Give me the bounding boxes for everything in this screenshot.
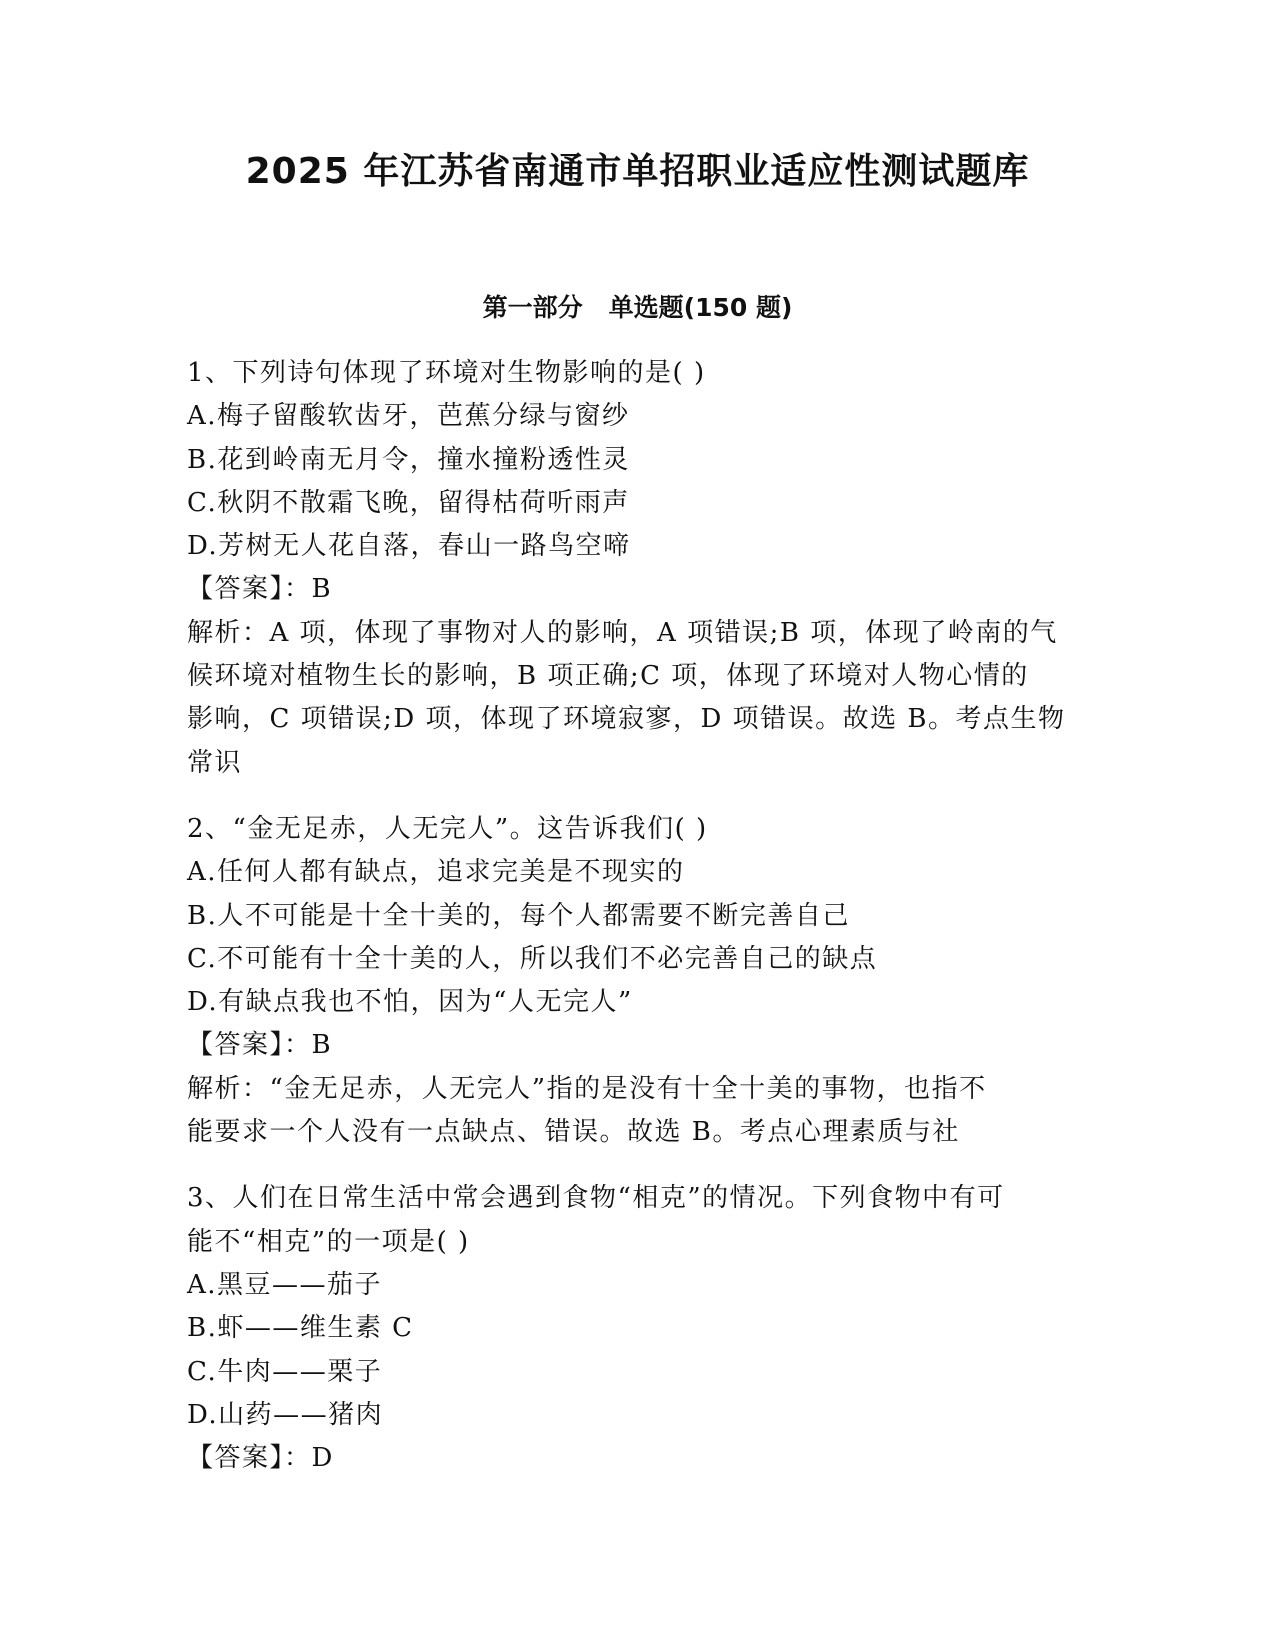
question-1	[187, 352, 1097, 785]
answer-line	[187, 1024, 1097, 1067]
option-d: D.芳树无人花自落，春山一路鸟空啼	[187, 531, 631, 562]
analysis-line: 能要求一个人没有一点缺点、错误。故选 B。考点心理素质与社	[187, 1117, 960, 1148]
answer-separator: ：	[284, 1030, 312, 1061]
option-a: A.梅子留酸软齿牙，芭蕉分绿与窗纱	[187, 401, 630, 432]
section-heading: 第一部分 单选题(150 题)	[482, 293, 793, 322]
question-stem: 1、下列诗句体现了环境对生物影响的是( )	[187, 358, 706, 388]
answer-value: D	[311, 1443, 334, 1474]
answer-separator: ：	[284, 1443, 312, 1474]
question-list	[187, 352, 1097, 1503]
question-stem: 3、人们在日常生活中常会遇到食物“相克”的情况。下列食物中有可	[187, 1183, 1005, 1214]
answer-value: B	[311, 1030, 333, 1061]
question-stem: 能不“相克”的一项是( )	[187, 1226, 470, 1257]
analysis-line: 影响，C 项错误;D 项，体现了环境寂寥，D 项错误。故选 B。考点生物	[187, 704, 1066, 735]
analysis-line: 候环境对植物生长的影响，B 项正确;C 项，体现了环境对人物心情的	[187, 661, 1029, 692]
question-3	[187, 1177, 1097, 1480]
option-b: B.人不可能是十全十美的，每个人都需要不断完善自己	[187, 900, 850, 931]
option-c: C.牛肉——栗子	[187, 1356, 383, 1387]
answer-label: 【答案】	[187, 1030, 285, 1061]
answer-line	[187, 568, 1097, 611]
answer-line	[187, 1437, 1097, 1480]
answer-label: 【答案】	[187, 1443, 285, 1474]
analysis-line: 解析：“金无足赤，人无完人”指的是没有十全十美的事物，也指不	[187, 1073, 987, 1104]
option-b: B.花到岭南无月令，撞水撞粉透性灵	[187, 444, 630, 475]
question-stem: 2、“金无足赤，人无完人”。这告诉我们( )	[187, 813, 708, 844]
analysis-line: 解析：A 项，体现了事物对人的影响，A 项错误;B 项，体现了岭南的气	[187, 617, 1058, 648]
option-c: C.秋阴不散霜飞晚，留得枯荷听雨声	[187, 487, 630, 518]
answer-separator: ：	[284, 574, 312, 605]
document-title: 2025 年江苏省南通市单招职业适应性测试题库	[245, 151, 1030, 192]
option-d: D.山药——猪肉	[187, 1399, 384, 1430]
option-b: B.虾——维生素 C	[187, 1313, 414, 1344]
option-c: C.不可能有十全十美的人，所以我们不必完善自己的缺点	[187, 943, 878, 974]
analysis-line: 常识	[187, 747, 243, 778]
answer-value: B	[311, 574, 333, 605]
question-2	[187, 808, 1097, 1154]
option-a: A.黑豆——茄子	[187, 1269, 383, 1300]
option-a: A.任何人都有缺点，追求完美是不现实的	[187, 857, 685, 888]
answer-label: 【答案】	[187, 574, 285, 605]
option-d: D.有缺点我也不怕，因为“人无完人”	[187, 987, 633, 1018]
